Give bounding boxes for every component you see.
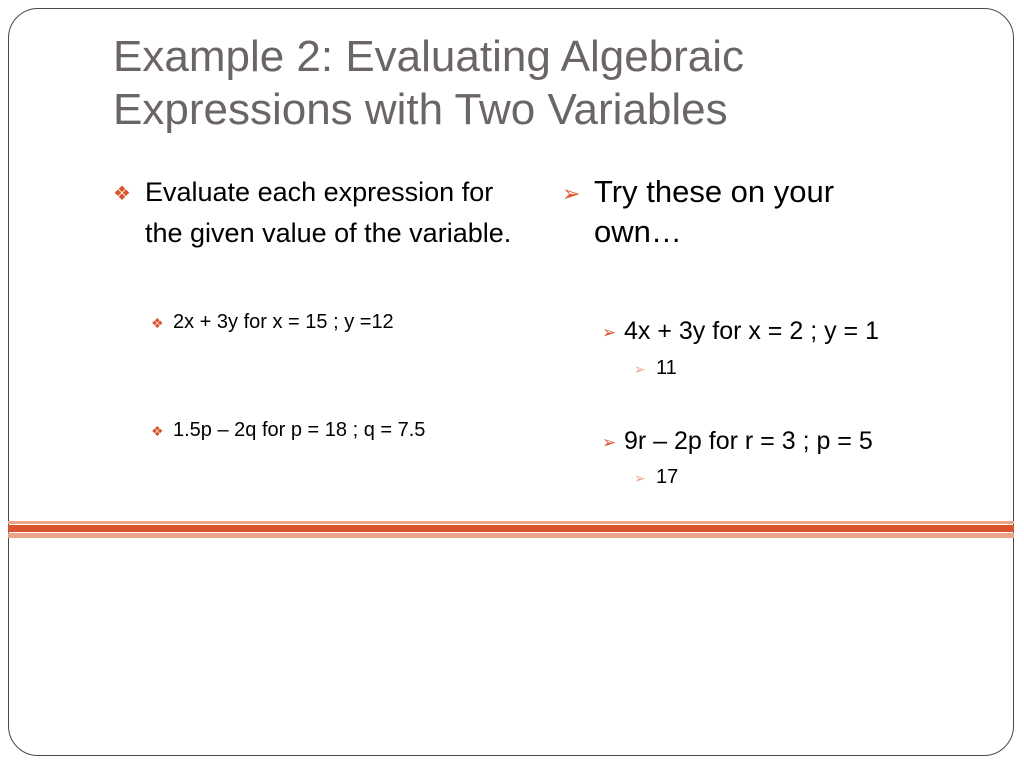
right-intro-item (562, 172, 962, 252)
right-intro-text: Try these on your own… (594, 174, 835, 249)
diamond-quad-icon: ❖ (151, 315, 164, 331)
arrowhead-icon: ➢ (602, 433, 617, 452)
left-expression-item (113, 307, 513, 338)
right-answer-text: 17 (656, 466, 679, 488)
arrowhead-icon: ➢ (634, 470, 646, 486)
right-answer-item (562, 353, 962, 383)
right-problem-text: 4x + 3y for x = 2 ; y = 1 (624, 317, 879, 345)
right-problem-item (562, 315, 962, 347)
left-expression-item (113, 415, 513, 446)
right-answer-item (562, 462, 962, 492)
arrowhead-icon: ➢ (602, 323, 617, 342)
divider-stripe-main (8, 525, 1014, 532)
arrowhead-icon: ➢ (634, 361, 646, 377)
slide-title: Example 2: Evaluating Algebraic Expressions with Two Variables (113, 32, 745, 134)
arrowhead-icon: ➢ (562, 181, 581, 206)
right-problem-item (562, 425, 962, 457)
right-problem-text: 9r – 2p for r = 3 ; p = 5 (624, 427, 873, 455)
divider-stripe-top (8, 521, 1014, 524)
left-column (113, 172, 513, 446)
diamond-quad-icon: ❖ (151, 423, 164, 439)
diamond-quad-icon: ❖ (113, 183, 131, 205)
left-intro-text: Evaluate each expression for the given value of the variable. (145, 177, 512, 248)
right-answer-text: 11 (656, 357, 677, 379)
right-column (562, 172, 962, 492)
left-intro-item (113, 172, 513, 254)
left-expression-text: 1.5p – 2q for p = 18 ; q = 7.5 (173, 419, 426, 441)
divider-stripe-bottom (8, 533, 1014, 538)
left-expression-text: 2x + 3y for x = 15 ; y =12 (173, 311, 394, 333)
